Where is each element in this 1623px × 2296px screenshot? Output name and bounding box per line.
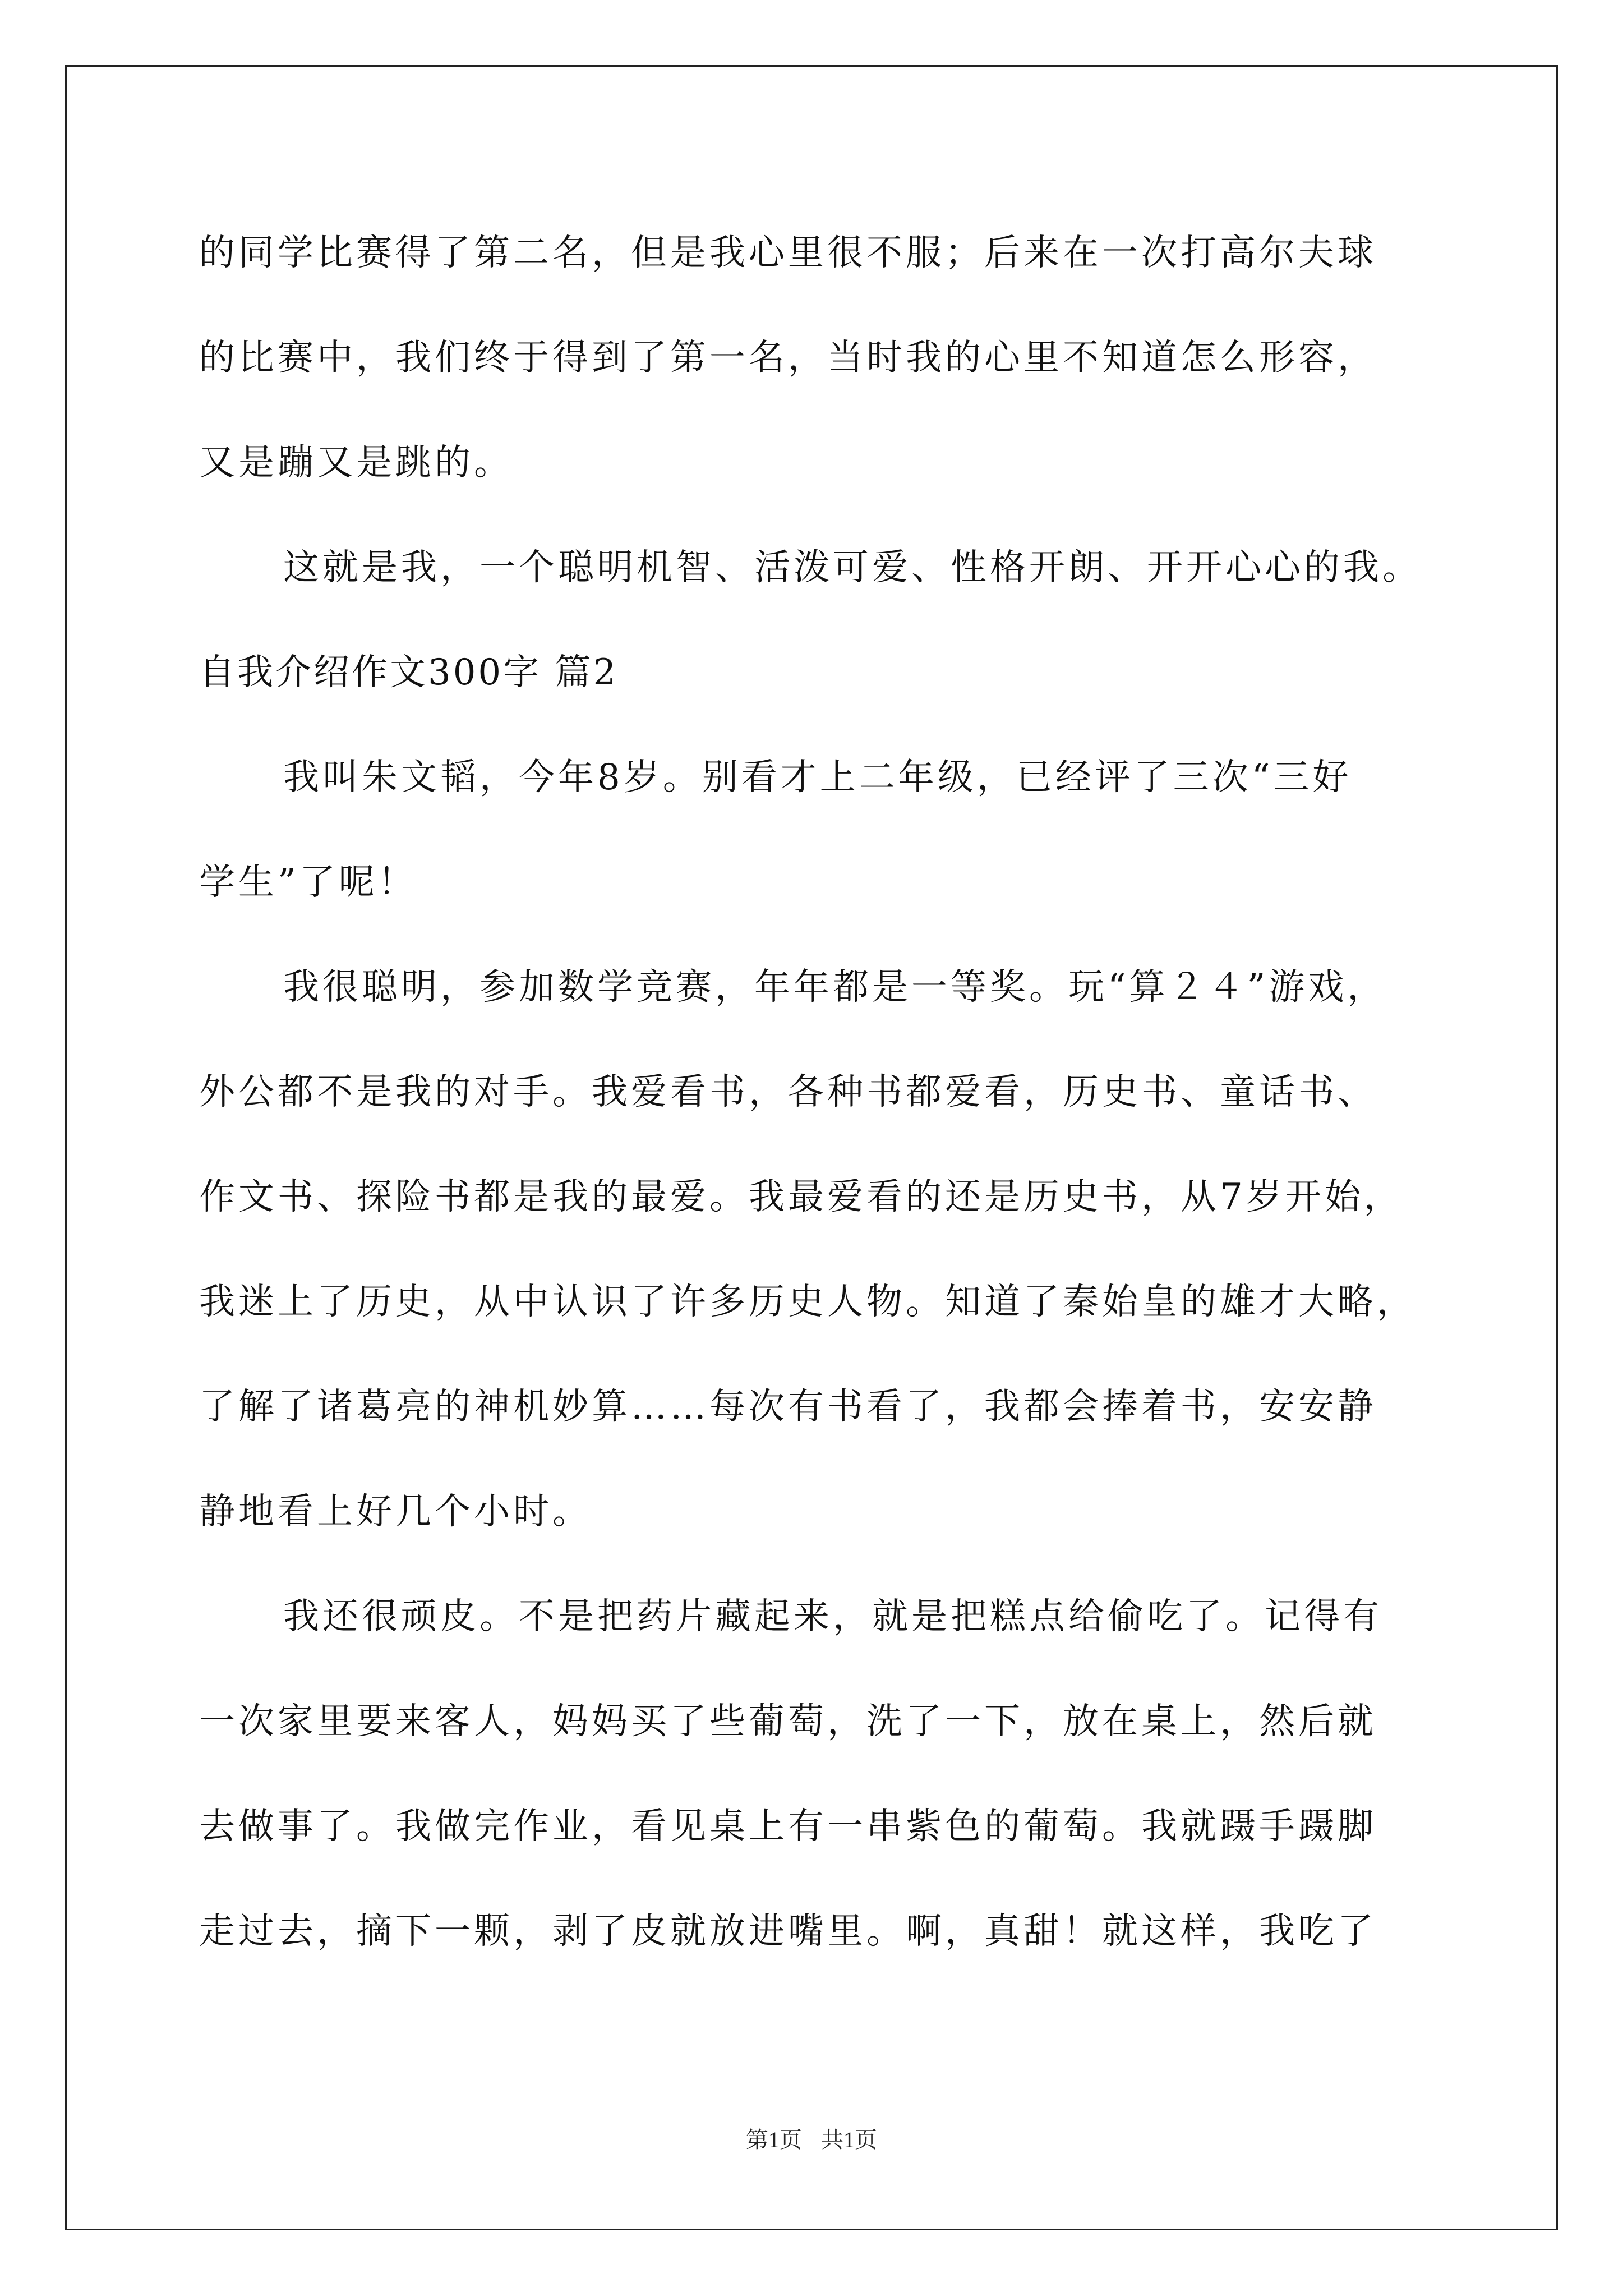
page-footer xyxy=(0,2123,1623,2157)
text-line: 外公都不是我的对手。我爱看书，各种书都爱看，历史书、童话书、 xyxy=(199,1071,1377,1113)
text-line: 走过去，摘下一颗，剥了皮就放进嘴里。啊，真甜！就这样，我吃了 xyxy=(199,1911,1377,1952)
text-line: 又是蹦又是跳的。 xyxy=(199,442,513,484)
text-line: 我迷上了历史，从中认识了许多历史人物。知道了秦始皇的雄才大略， xyxy=(199,1281,1416,1323)
paragraph-start-line: 我叫朱文韬，今年8岁。别看才上二年级，已经评了三次“三好 xyxy=(283,757,1352,798)
page-total: 共1页 xyxy=(821,2127,877,2152)
section-heading: 自我介绍作文300字 篇2 xyxy=(199,652,619,693)
text-line: 一次家里要来客人，妈妈买了些葡萄，洗了一下，放在桌上，然后就 xyxy=(199,1701,1377,1742)
paragraph-start-line: 我很聪明，参加数学竞赛，年年都是一等奖。玩“算２４”游戏， xyxy=(283,967,1387,1008)
page-number: 第1页 xyxy=(746,2127,802,2152)
text-line: 静地看上好几个小时。 xyxy=(199,1491,592,1533)
text-line: 作文书、探险书都是我的最爱。我最爱看的还是历史书，从7岁开始， xyxy=(199,1176,1403,1218)
text-line: 的比赛中，我们终于得到了第一名，当时我的心里不知道怎么形容， xyxy=(199,337,1377,379)
text-line: 的同学比赛得了第二名，但是我心里很不服；后来在一次打高尔夫球 xyxy=(199,232,1377,274)
paragraph-start-line: 我还很顽皮。不是把药片藏起来，就是把糕点给偷吃了。记得有 xyxy=(283,1596,1382,1637)
document-body xyxy=(199,216,1455,1999)
text-line: 去做事了。我做完作业，看见桌上有一串紫色的葡萄。我就蹑手蹑脚 xyxy=(199,1806,1377,1847)
paragraph-start-line: 这就是我，一个聪明机智、活泼可爱、性格开朗、开开心心的我。 xyxy=(283,547,1422,588)
text-line: 学生”了呢！ xyxy=(199,862,417,903)
text-line: 了解了诸葛亮的神机妙算……每次有书看了，我都会捧着书，安安静 xyxy=(199,1386,1377,1428)
